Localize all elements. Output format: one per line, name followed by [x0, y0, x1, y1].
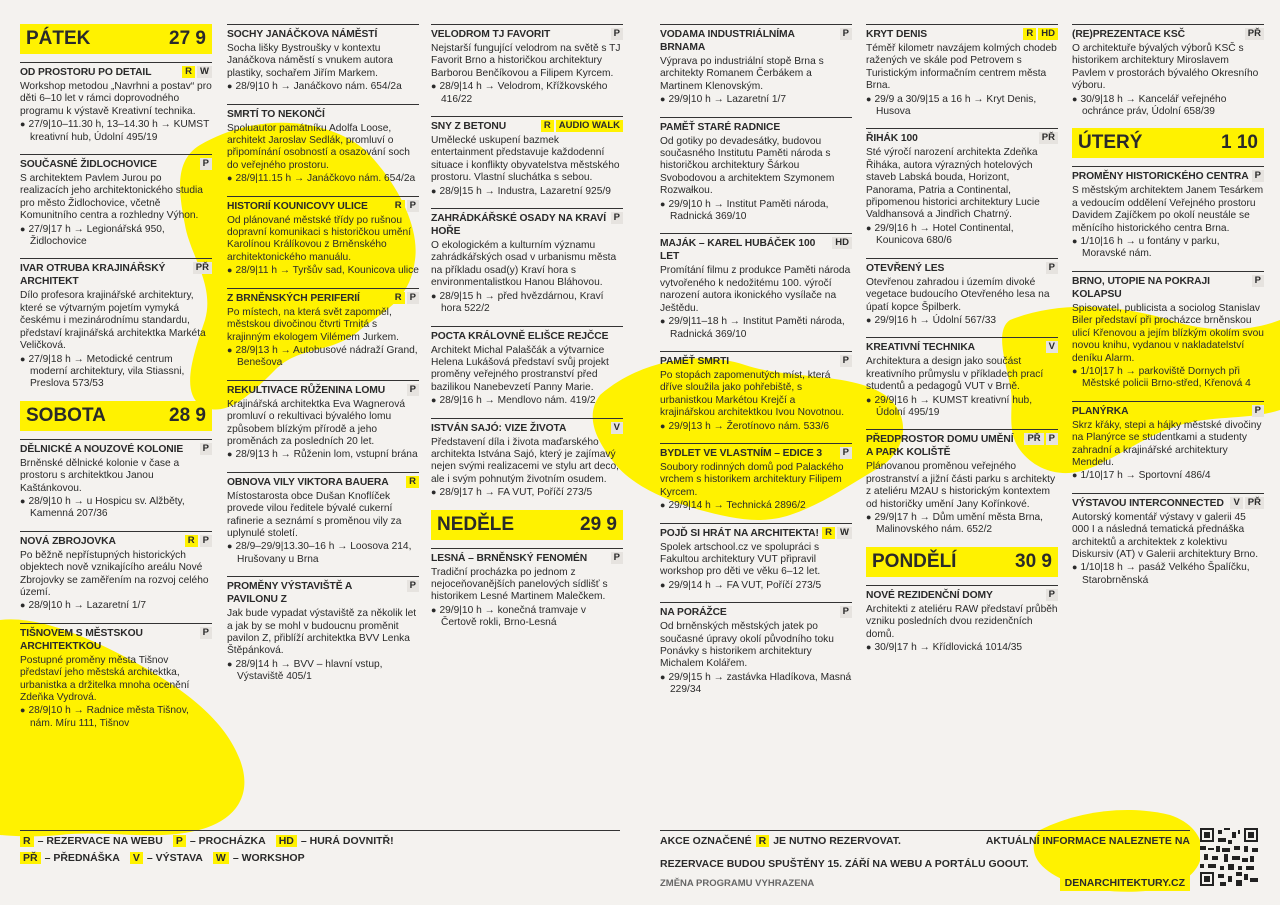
- event-time-location: ● 29/9|16 h → Údolní 567/33: [866, 314, 1058, 327]
- event-description: Spolek artschool.cz ve spolupráci s Fakultou architektury VUT připravil workshop pro děti ve věku 6–12 let.: [660, 541, 821, 578]
- event-tag: V: [1046, 341, 1058, 353]
- event-title: PLANÝRKA: [1072, 405, 1129, 417]
- event-description: Architekti z ateliéru RAW představí průběh vzniku posledních dvou rezidenčních domů.: [866, 603, 1058, 640]
- day-header-patek: [20, 24, 212, 54]
- event-promeny-vystaviste-a-pavilonu-z[interactable]: [227, 576, 419, 683]
- event-sny-z-betonu[interactable]: [431, 116, 623, 198]
- event-title: DĚLNICKÉ A NOUZOVÉ KOLONIE: [20, 443, 184, 455]
- event-tags: [1023, 28, 1058, 40]
- event-tag: P: [840, 28, 852, 40]
- event-tag: R: [822, 527, 835, 539]
- event-description: Spoluautor památníku Adolfa Loose, architekt Jaroslav Sedlák, promluví o připomínání osobností a osazování soch do veřejného prostoru.: [227, 122, 410, 171]
- event-tags: [541, 120, 623, 132]
- event-time-location: ● 29/9 a 30/9|15 a 16 h → Kryt Denis, Husova: [866, 93, 1058, 119]
- event-na-porazce[interactable]: [660, 602, 852, 696]
- legend-value: – HURÁ DOVNITŘ!: [300, 835, 394, 847]
- day-date: 30 9: [1015, 550, 1052, 572]
- event-time-location: ● 28/9|16 h → Mendlovo nám. 419/2: [431, 394, 623, 407]
- event-time-location: ● 28/9|15 h → před hvězdárnou, Kraví hora 522/2: [431, 290, 623, 316]
- event-rekultivace-ruzenina-lomu[interactable]: [227, 380, 419, 462]
- event-description: Dílo profesora krajinářské architektury, které se výtvarným pojetím vymyká českému i mezinárodnímu standardu, představí krajinářská architektka Markéta Veličková.: [20, 290, 206, 352]
- event-velodrom-tj-favorit[interactable]: [431, 24, 623, 106]
- event-title: SNY Z BETONU: [431, 121, 507, 133]
- legend-row-1: [20, 835, 620, 847]
- event-vystavou-interconnected[interactable]: [1072, 493, 1264, 587]
- event-description: O ekologickém a kulturním významu zahrádkářských osad v urbanismu města na příkladu osad(y) Kraví hora s environmentalistkou Hanou Bláhovou.: [431, 240, 617, 289]
- event-description: Od gotiky po devadesátky, budovou současného Institutu Paměti národa s historičkou architektury Šárkou Svobodovou a architektem Szymonem Rozwałkou.: [660, 135, 835, 197]
- event-title: OTEVŘENÝ LES: [866, 262, 945, 274]
- event-tag: R: [1023, 28, 1036, 40]
- event-tag: P: [407, 292, 419, 304]
- event-title: SMRTÍ TO NEKONČÍ: [227, 108, 325, 120]
- event-tags: [407, 580, 419, 592]
- event-description: Po běžně nepřístupných historických objektech nově vznikajícího areálu Nové Zbrojovky se zaměřením na rozvoj celého území.: [20, 549, 209, 598]
- column-1: [20, 24, 212, 740]
- event-title: VODAMA INDUSTRIÁLNÍMA BRNAMA: [660, 29, 795, 53]
- event-kreativni-technika[interactable]: [866, 337, 1058, 419]
- day-date: 28 9: [169, 404, 206, 426]
- event-tag: P: [611, 552, 623, 564]
- event-tags: [840, 447, 852, 459]
- event-time-location: ● 28/9|10 h → Radnice města Tišnov, nám. Míru 111, Tišnov: [20, 704, 212, 730]
- legend-key: V: [130, 852, 143, 864]
- legend-value: – REZERVACE NA WEBU: [37, 835, 163, 847]
- event-time-location: ● 30/9|17 h → Křídlovická 1014/35: [866, 641, 1058, 654]
- event-smrti-to-nekonci[interactable]: [227, 104, 419, 186]
- event-time-location: ● 29/9|16 h → KUMST kreativní hub, Údolní 495/19: [866, 394, 1058, 420]
- event-description: Po místech, na která svět zapomněl, městskou divočinou čtvrti Trnitá s krajinným ekologem Vilémem Jurkem.: [227, 306, 399, 343]
- notice-key: R: [756, 835, 770, 847]
- event-title: SOCHY JANÁČKOVA NÁMĚSTÍ: [227, 29, 378, 40]
- event-tags: [840, 28, 852, 40]
- event-tag: P: [200, 443, 212, 455]
- event-vodama-industrialnima-brnama[interactable]: [660, 24, 852, 107]
- event-time-location: ● 28/9|10 h → u Hospicu sv. Alžběty, Kamenná 207/36: [20, 495, 212, 521]
- event-time-location: ● 28/9|13 h → Růženin lom, vstupní brána: [227, 448, 419, 461]
- event-description: S architektem Pavlem Jurou po realizacích jeho architektonického studia pro město Židlochovice, včetně Komunitního centra a rozhledny Výhon.: [20, 173, 203, 222]
- event-title: NOVÉ REZIDENČNÍ DOMY: [866, 589, 993, 601]
- event-tag: R: [392, 292, 405, 304]
- event-time-location: ● 1/10|16 h → u fontány v parku, Moravské nám.: [1072, 235, 1264, 261]
- event-time-location: ● 28/9–29/9|13.30–16 h → Loosova 214, Hrušovany u Brna: [227, 540, 419, 566]
- event-description: Soubory rodinných domů pod Palackého vrchem s historikem architektury Filipem Kyrcem.: [660, 461, 844, 498]
- event-nove-rezidencni-domy[interactable]: [866, 585, 1058, 655]
- event-tags: [1230, 497, 1264, 509]
- legend-key: PŘ: [20, 852, 41, 864]
- event-time-location: ● 29/9|10 h → Lazaretní 1/7: [660, 93, 852, 106]
- event-tags: [200, 443, 212, 455]
- event-time-location: ● 29/9|13 h → Žerotínovo nám. 533/6: [660, 420, 852, 433]
- day-date: 1 10: [1221, 132, 1258, 154]
- event-tags: [182, 66, 212, 78]
- event-tag: P: [407, 580, 419, 592]
- event-description: Nejstarší fungující velodrom na světě s TJ Favorit Brno a historičkou architektury Barborou Benčíkovou a Filipem Kyrcem.: [431, 43, 621, 79]
- event-time-location: ● 1/10|18 h → pasáž Velkého Špalíčku, Starobrněnská: [1072, 561, 1264, 587]
- event-od-prostoru-po-detail[interactable]: [20, 62, 212, 144]
- event-description: Sté výročí narození architekta Zdeňka Řiháka, autora výrazných hotelových staveb Labská bouda, Horizont, Panorama, Patria a Continental, připomenou historici architektury Lucie Valdhansová a Jindřich Chatrný.: [866, 147, 1040, 221]
- event-time-location: ● 28/9|13 h → Autobusové nádraží Grand, Benešova: [227, 344, 419, 370]
- event-tags: [406, 476, 419, 488]
- event-tag: R: [406, 476, 419, 488]
- event-time-location: ● 1/10|17 h → parkoviště Dornych při Městské policii Brno-střed, Křenová 4: [1072, 365, 1264, 391]
- event-tag: P: [1046, 589, 1058, 601]
- day-name: NEDĚLE: [437, 513, 515, 535]
- event-description: Otevřenou zahradou i územím divoké vegetace budoucího Otevřeného lesa na úpatí kopce Špilberk.: [866, 276, 1050, 313]
- column-2: [227, 24, 419, 694]
- legend-key: HD: [276, 835, 297, 847]
- event-tag: PŘ: [1245, 497, 1264, 509]
- event-tag: PŘ: [1024, 433, 1043, 445]
- event-description: Od plánované městské třídy po rušnou dopravní komunikaci s historičkou umění Karolínou Králíkovou z Brněnského architektonického manuálu.: [227, 214, 412, 263]
- day-date: 27 9: [169, 28, 206, 49]
- column-3: [431, 24, 623, 640]
- event-description: Tradiční procházka po jednom z nejoceňovanějších panelových sídlišť s historikem Lesné Martinem Malečkem.: [431, 566, 608, 603]
- event-tag: P: [1046, 433, 1058, 445]
- event-tags: [193, 262, 212, 274]
- event-tag: W: [197, 66, 212, 78]
- event-bydlet-ve-vlastnim-edice-3[interactable]: [660, 443, 852, 513]
- event-description: Workshop metodou „Navrhni a postav“ pro děti 6–10 let v rámci doprovodného programu k výstavě Kreativní technika.: [20, 81, 212, 117]
- event-description: Představení díla i života maďarského architekta Istvána Sajó, který je zajímavý nejen svými realizacemi ve stylu art deco, ale i svým pohnutým životním osudem.: [431, 436, 619, 485]
- event-time-location: ● 1/10|17 h → Sportovní 486/4: [1072, 469, 1264, 482]
- event-title: ISTVÁN SAJÓ: VIZE ŽIVOTA: [431, 422, 567, 434]
- event-tag: R: [185, 535, 198, 547]
- event-time-location: ● 27/9|18 h → Metodické centrum moderní architektury, vila Stiassni, Preslova 573/53: [20, 353, 212, 391]
- event-description: Architektura a design jako součást kreativního průmyslu v příkladech prací studentů a pedagogů VUT v Brně.: [866, 356, 1044, 393]
- event-tag: V: [1230, 497, 1242, 509]
- event-predprostor-domu-umeni-a-park-koliste[interactable]: [866, 429, 1058, 536]
- event-time-location: ● 28/9|11 h → Tyršův sad, Kounicova ulice: [227, 264, 419, 277]
- event-description: Skrz křáky, stepi a hájky městské divočiny na Planýrce se studentkami a studenty zahradní a krajinářské architektury Mendelu.: [1072, 419, 1262, 468]
- event-tag: P: [840, 606, 852, 618]
- event-title: PAMĚŤ SMRTI: [660, 355, 730, 367]
- event-time-location: ● 30/9|18 h → Kancelář veřejného ochránce práv, Údolní 658/39: [1072, 93, 1264, 119]
- event-otevreny-les[interactable]: [866, 258, 1058, 328]
- event-time-location: ● 28/9|14 h → BVV – hlavní vstup, Výstaviště 405/1: [227, 658, 419, 684]
- event-title: PAMĚŤ STARÉ RADNICE: [660, 121, 781, 133]
- reservation-note: [660, 835, 901, 847]
- event-tags: [611, 552, 623, 564]
- notice-line1-b: JE NUTNO REZERVOVAT.: [773, 835, 901, 847]
- legend: [20, 830, 620, 869]
- legend-value: – VÝSTAVA: [146, 852, 203, 864]
- event-tags: [1024, 433, 1058, 445]
- event-time-location: ● 29/9|16 h → Hotel Continental, Kounicova 680/6: [866, 222, 1058, 248]
- event-tags: [822, 527, 852, 539]
- event-tag: P: [200, 158, 212, 170]
- event-title: VÝSTAVOU INTERCONNECTED: [1072, 497, 1224, 509]
- event-description: S městským architektem Janem Tesárkem a vedoucím oddělení Veřejného prostoru Davidem Zajíčkem po okolí neustále se měnícího historického centra Brna.: [1072, 185, 1264, 234]
- event-z-brnenskych-periferii[interactable]: [227, 288, 419, 370]
- event-tags: [840, 355, 852, 367]
- event-tag: HD: [1038, 28, 1058, 40]
- legend-key: R: [20, 835, 34, 847]
- event-tag: V: [611, 422, 623, 434]
- event-tags: [611, 28, 623, 40]
- day-name: ÚTERÝ: [1078, 132, 1143, 154]
- event-planyrka[interactable]: [1072, 401, 1264, 483]
- event-soucasne-zidlochovice[interactable]: [20, 154, 212, 248]
- event-tag: P: [200, 627, 212, 639]
- event-tisnovem-s-mestskou-architektkou[interactable]: [20, 623, 212, 730]
- event-re-prezentace-ksc[interactable]: [1072, 24, 1264, 118]
- event-time-location: ● 28/9|10 h → Janáčkovo nám. 654/2a: [227, 80, 419, 93]
- event-tag: W: [837, 527, 852, 539]
- event-rihak-100[interactable]: [866, 128, 1058, 247]
- event-majak-karel-hubacek-100-let[interactable]: [660, 233, 852, 340]
- event-time-location: ● 28/9|11.15 h → Janáčkovo nám. 654/2a: [227, 172, 419, 185]
- event-tag: R: [182, 66, 195, 78]
- event-promeny-historickeho-centra[interactable]: [1072, 166, 1264, 260]
- event-tags: [1252, 275, 1264, 287]
- column-6: [1072, 24, 1264, 597]
- legend-value: – PŘEDNÁŠKA: [44, 852, 120, 864]
- event-nova-zbrojovka[interactable]: [20, 531, 212, 613]
- info-label: AKTUÁLNÍ INFORMACE NALEZNETE NA: [985, 835, 1190, 847]
- event-time-location: ● 28/9|15 h → Industra, Lazaretní 925/9: [431, 185, 623, 198]
- event-description: Postupné proměny města Tišnov představí jeho městská architektka, urbanistka a držitelka mnoha ocenění Zdeňka Vydrová.: [20, 654, 190, 703]
- event-description: Plánovanou proměnou veřejného prostranství a jižní části parku s architekty z ateliéru M2AU s historickým kontextem od historičky umění Jany Kořínkové.: [866, 461, 1056, 510]
- event-tag: PŘ: [1039, 132, 1058, 144]
- event-tags: [611, 212, 623, 224]
- notice-line2: REZERVACE BUDOU SPUŠTĚNY 15. ZÁŘÍ NA WEBU A PORTÁLU GOOUT.: [660, 858, 1029, 870]
- event-description: Jak bude vypadat výstaviště za několik let a jak by se mohl v budoucnu proměnit pavilon Z, přiblíží architektka BVV Lenka Štěpánková.: [227, 608, 417, 657]
- event-time-location: ● 28/9|17 h → FA VUT, Poříčí 273/5: [431, 486, 623, 499]
- event-zahradkarske-osady-na-kravi-hore[interactable]: [431, 208, 623, 315]
- event-lesna-brnensky-fenomen[interactable]: [431, 548, 623, 630]
- event-title: HISTORIÍ KOUNICOVY ULICE: [227, 200, 368, 212]
- event-title: Z BRNĚNSKÝCH PERIFERIÍ: [227, 292, 360, 304]
- event-pamet-stare-radnice[interactable]: [660, 117, 852, 224]
- event-pojd-si-hrat-na-architekta[interactable]: [660, 523, 852, 593]
- event-tags: [1252, 170, 1264, 182]
- event-description: Umělecké uskupení bazmek entertainment představuje každodenní situace i konflikty obyvatelstva městského prostoru. Vlastní sluchátka s sebou.: [431, 135, 620, 184]
- event-istvan-sajo-vize-zivota[interactable]: [431, 418, 623, 500]
- event-obnova-vily-viktora-bauera[interactable]: [227, 472, 419, 566]
- event-title: NA PORÁŽCE: [660, 607, 727, 619]
- event-title: PROMĚNY HISTORICKÉHO CENTRA: [1072, 171, 1249, 183]
- event-tags: [407, 384, 419, 396]
- event-tags: [1245, 28, 1264, 40]
- event-description: Krajinářská architektka Eva Wagnerová promluví o rekultivaci bývalého lomu způsobem blízkým přírodě a jeho proměnách za posledních 20 let.: [227, 398, 405, 447]
- event-tags: [185, 535, 212, 547]
- event-pocta-kralovne-elisce-rejcce[interactable]: [431, 326, 623, 408]
- legend-key: W: [213, 852, 229, 864]
- event-tag: PŘ: [193, 262, 212, 274]
- event-brno-utopie-na-pokraji-kolapsu[interactable]: [1072, 271, 1264, 391]
- day-header-pondeli: [866, 547, 1058, 577]
- event-tag: AUDIO WALK: [556, 120, 623, 132]
- event-pamet-smrti[interactable]: [660, 351, 852, 433]
- event-title: POJĎ SI HRÁT NA ARCHITEKTA!: [660, 527, 819, 539]
- notice: [660, 830, 1190, 896]
- event-description: Spisovatel, publicista a sociolog Stanislav Biler představí při procházce brněnskou ulicí Křenovou a jejím blízkým okolím svou novou knihu, vydanou v nakladatelství deníku Alarm.: [1072, 302, 1264, 364]
- event-kryt-denis[interactable]: [866, 24, 1058, 118]
- event-tags: [1046, 589, 1058, 601]
- event-title: KREATIVNÍ TECHNIKA: [866, 342, 975, 354]
- event-tags: [611, 422, 623, 434]
- event-time-location: ● 29/9|10 h → konečná tramvaje v Čertově rokli, Brno-Lesná: [431, 604, 623, 630]
- event-description: Socha lišky Bystroušky v kontextu Janáčkova náměstí s vnukem autora plastiky, sochařem Jiřím Markem.: [227, 43, 393, 79]
- event-tag: P: [407, 200, 419, 212]
- event-title: PROMĚNY VÝSTAVIŠTĚ A PAVILONU Z: [227, 581, 352, 606]
- event-tag: P: [611, 28, 623, 40]
- event-tag: R: [541, 120, 554, 132]
- day-name: SOBOTA: [26, 404, 106, 426]
- event-description: Od brněnských městských jatek po současné úpravy okolí původního toku Ponávky s historikem architektury Michalem Kolářem.: [660, 621, 834, 670]
- event-title: MAJÁK – KAREL HUBÁČEK 100 LET: [660, 238, 816, 263]
- qr-code-icon[interactable]: [1200, 828, 1258, 886]
- event-title: ZAHRÁDKÁŘSKÉ OSADY NA KRAVÍ HOŘE: [431, 213, 607, 238]
- event-title: BRNO, UTOPIE NA POKRAJI KOLAPSU: [1072, 275, 1210, 300]
- event-title: SOUČASNÉ ŽIDLOCHOVICE: [20, 159, 157, 171]
- day-name: PONDĚLÍ: [872, 550, 957, 572]
- day-header-sobota: [20, 401, 212, 431]
- event-time-location: ● 28/9|10 h → Lazaretní 1/7: [20, 599, 212, 612]
- event-tag: P: [840, 447, 852, 459]
- day-name: PÁTEK: [26, 28, 91, 49]
- event-tags: [1046, 262, 1058, 274]
- legend-value: – PROCHÁZKA: [189, 835, 266, 847]
- event-title: IVAR OTRUBA KRAJINÁŘSKÝ ARCHITEKT: [20, 263, 166, 288]
- event-description: Po stopách zapomenutých míst, která dříve sloužila jako pohřebiště, s urbanistkou Markétou Krejčí a krajinářskou architektkou Ivou Novotnou.: [660, 369, 845, 419]
- event-tag: PŘ: [1245, 28, 1264, 40]
- event-title: POCTA KRÁLOVNĚ ELIŠCE REJČCE: [431, 330, 609, 342]
- event-delnicke-a-nouzove-kolonie[interactable]: [20, 439, 212, 521]
- event-tag: P: [1046, 262, 1058, 274]
- day-date: 29 9: [580, 513, 617, 535]
- event-title: TIŠNOVEM S MĚSTSKOU ARCHITEKTKOU: [20, 627, 143, 652]
- event-description: Promítání filmu z produkce Paměti národa vytvořeného k nedožitému 100. výročí narození autora ikonického vysílače na Ještědu.: [660, 265, 851, 314]
- event-time-location: ● 29/9|15 h → zastávka Hladíkova, Masná 229/34: [660, 671, 852, 697]
- event-tags: [392, 200, 419, 212]
- event-ivar-otruba-krajinarsky-architekt[interactable]: [20, 258, 212, 390]
- event-title: VELODROM TJ FAVORIT: [431, 29, 551, 40]
- column-4: [660, 24, 852, 707]
- event-title: LESNÁ – BRNĚNSKÝ FENOMÉN: [431, 552, 588, 564]
- legend-key: P: [173, 835, 186, 847]
- event-title: ŘIHÁK 100: [866, 133, 918, 145]
- event-tag: P: [407, 384, 419, 396]
- event-title: BYDLET VE VLASTNÍM – EDICE 3: [660, 447, 822, 459]
- column-5: [866, 24, 1058, 664]
- event-tags: [1039, 132, 1058, 144]
- event-tags: [200, 627, 212, 639]
- notice-line1-a: AKCE OZNAČENÉ: [660, 835, 752, 847]
- event-title: (RE)PREZENTACE KSČ: [1072, 29, 1185, 40]
- event-time-location: ● 29/9|11–18 h → Institut Paměti národa, Radnická 369/10: [660, 315, 852, 341]
- event-time-location: ● 29/9|14 h → FA VUT, Poříčí 273/5: [660, 579, 852, 592]
- event-time-location: ● 29/9|10 h → Institut Paměti národa, Radnická 369/10: [660, 198, 852, 224]
- day-header-nedele: [431, 510, 623, 540]
- event-time-location: ● 29/9|17 h → Dům umění města Brna, Malinovského nám. 652/2: [866, 511, 1058, 537]
- event-description: Autorský komentář výstavy v galerii 45 000 I a následná tematická přednáška architektů a architektek z kolektivu Diskursiv (AT) v Galerii architektury Brno.: [1072, 511, 1259, 560]
- event-tag: P: [611, 212, 623, 224]
- event-tag: P: [200, 535, 212, 547]
- event-time-location: ● 29/9|14 h → Technická 2896/2: [660, 499, 852, 512]
- website-link[interactable]: DENARCHITEKTURY.CZ: [1060, 875, 1190, 891]
- event-tag: P: [840, 355, 852, 367]
- day-header-utery: [1072, 128, 1264, 158]
- event-tags: [1046, 341, 1058, 353]
- event-title: PŘEDPROSTOR DOMU UMĚNÍ A PARK KOLIŠTĚ: [866, 434, 1014, 459]
- notice-line3: ZMĚNA PROGRAMU VYHRAZENA: [660, 877, 815, 889]
- event-time-location: ● 27/9|17 h → Legionářská 950, Židlochovice: [20, 223, 212, 249]
- event-title: NOVÁ ZBROJOVKA: [20, 535, 116, 547]
- event-title: KRYT DENIS: [866, 29, 927, 40]
- legend-value: – WORKSHOP: [232, 852, 305, 864]
- event-tags: [1252, 405, 1264, 417]
- event-time-location: ● 27/9|10–11.30 h, 13–14.30 h → KUMST kreativní hub, Údolní 495/19: [20, 118, 212, 144]
- event-historii-kounicovy-ulice[interactable]: [227, 196, 419, 278]
- event-tag: HD: [832, 237, 852, 249]
- event-tags: [832, 237, 852, 249]
- event-description: Místostarosta obce Dušan Knoflíček provede vilou ředitele bývalé cukerní rafinerie a seznámí s proměnou vily za uplynulé století.: [227, 490, 402, 539]
- event-tag: P: [1252, 275, 1264, 287]
- event-description: Brněnské dělnické kolonie v čase a prostoru s architektkou Janou Kaštánkovou.: [20, 457, 180, 494]
- event-description: Téměř kilometr navzájem kolmých chodeb ražených ve skále pod Petrovem s Turistickým informačním centrem města Brna.: [866, 43, 1057, 92]
- event-time-location: ● 28/9|14 h → Velodrom, Křížkovského 416/22: [431, 80, 623, 106]
- event-tags: [200, 158, 212, 170]
- event-tag: P: [1252, 170, 1264, 182]
- event-description: O architektuře bývalých výborů KSČ s historikem architektury Miroslavem Pavlem v prostorách bývalého Okresního výboru.: [1072, 43, 1259, 92]
- event-tag: P: [1252, 405, 1264, 417]
- event-title: REKULTIVACE RŮŽENINA LOMU: [227, 384, 386, 396]
- event-sochy-janackova-namesti[interactable]: [227, 24, 419, 94]
- event-tags: [392, 292, 419, 304]
- event-title: OBNOVA VILY VIKTORA BAUERA: [227, 476, 389, 488]
- event-description: Architekt Michal Palaščák a výtvarnice Helena Lukášová představí svůj projekt proměny veřejného prostranství před bazilikou Nanebevzetí Panny Marie.: [431, 344, 609, 393]
- event-tags: [840, 606, 852, 618]
- legend-row-2: [20, 852, 620, 864]
- event-description: Výprava po industriální stopě Brna s architekty Romanem Čerbákem a Martinem Klenovským.: [660, 56, 824, 92]
- event-tag: R: [392, 200, 405, 212]
- event-title: OD PROSTORU PO DETAIL: [20, 67, 152, 78]
